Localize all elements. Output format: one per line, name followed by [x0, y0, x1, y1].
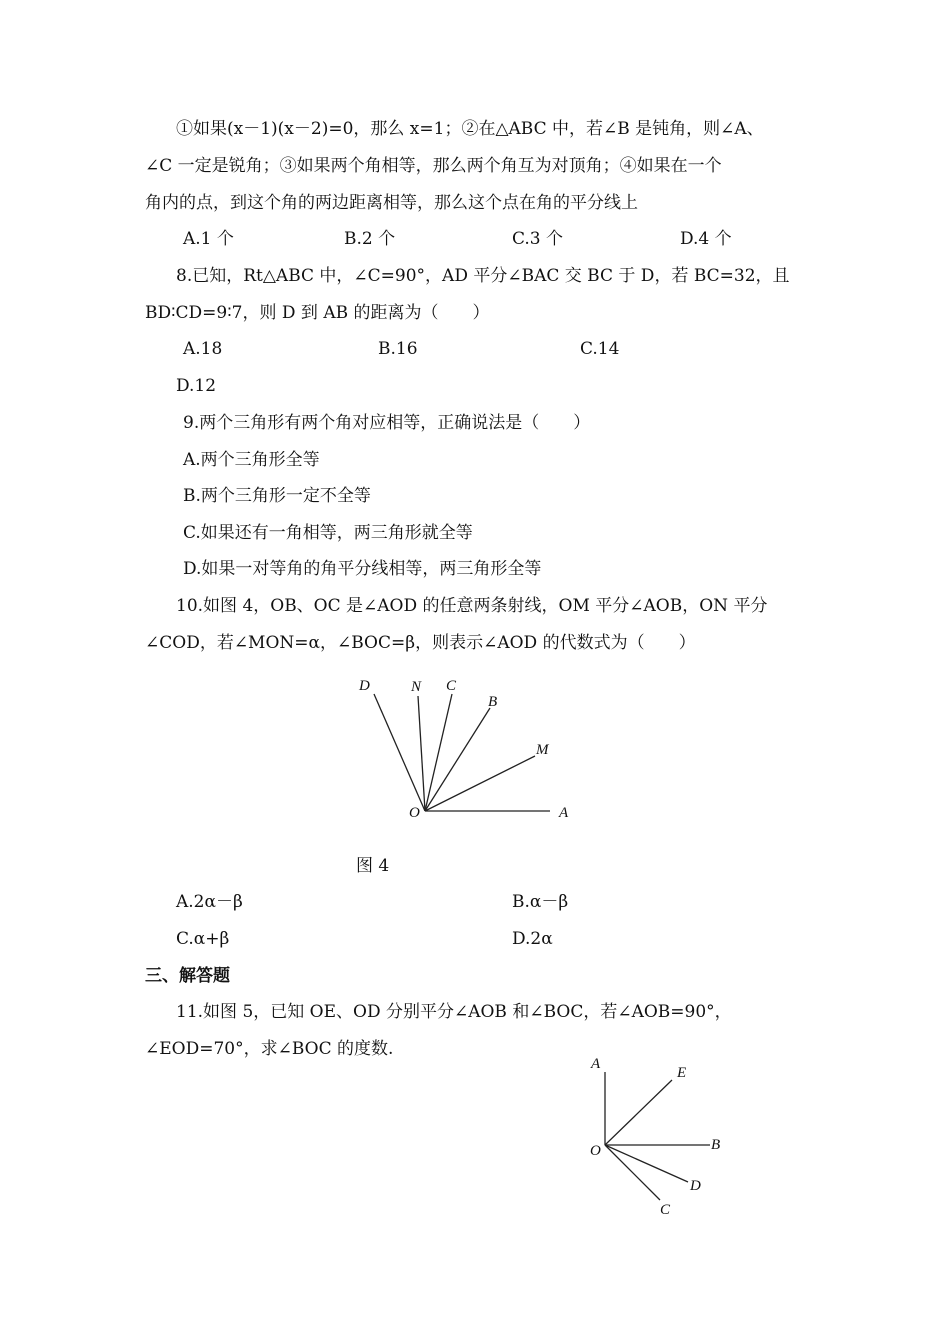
label-o: O	[590, 1143, 601, 1159]
label-b: B	[488, 694, 498, 710]
q8-option-a: A.18	[183, 339, 223, 359]
intro-option-d: D.4 个	[680, 229, 732, 249]
ray-om	[425, 756, 535, 811]
q9-option-b: B.两个三角形一定不全等	[183, 486, 371, 506]
ray-od	[605, 1145, 688, 1182]
intro-line-3: 角内的点，到这个角的两边距离相等，那么这个点在角的平分线上	[145, 193, 638, 213]
section-3-title: 三、解答题	[145, 966, 230, 986]
label-c: C	[446, 678, 457, 694]
q10-option-d: D.2α	[512, 929, 553, 949]
ray-ob	[425, 708, 490, 811]
ray-oe	[605, 1080, 672, 1145]
intro-line-1: ①如果(x－1)(x－2)=0，那么 x=1；②在△ABC 中，若∠B 是钝角，则∠A、	[176, 119, 764, 139]
label-d: D	[690, 1178, 701, 1194]
intro-option-a: A.1 个	[183, 229, 234, 249]
figure-4	[340, 668, 600, 838]
q8-option-d: D.12	[176, 376, 217, 396]
figure-4-caption: 图 4	[356, 856, 390, 876]
label-o: O	[409, 805, 420, 821]
label-m: M	[536, 742, 549, 758]
figure-5	[580, 1050, 740, 1220]
label-a: A	[591, 1056, 601, 1072]
intro-line-2: ∠C 一定是锐角；③如果两个角相等，那么两个角互为对顶角；④如果在一个	[145, 156, 722, 176]
q10-option-b: B.α－β	[512, 892, 569, 912]
label-b: B	[711, 1137, 721, 1153]
q11-line-2: ∠EOD=70°，求∠BOC 的度数.	[145, 1039, 394, 1059]
q11-line-1: 11.如图 5，已知 OE、OD 分别平分∠AOB 和∠BOC，若∠AOB=90°，	[176, 1002, 732, 1022]
q10-option-a: A.2α－β	[176, 892, 243, 912]
label-n: N	[411, 679, 422, 695]
label-c: C	[660, 1202, 671, 1218]
q8-line-2: BD∶CD=9∶7，则 D 到 AB 的距离为（ ）	[145, 303, 490, 323]
q9-option-c: C.如果还有一角相等，两三角形就全等	[183, 523, 473, 543]
q9-option-d: D.如果一对等角的角平分线相等，两三角形全等	[183, 559, 542, 579]
label-a: A	[559, 805, 569, 821]
intro-option-b: B.2 个	[344, 229, 396, 249]
ray-oc	[425, 694, 452, 811]
q8-option-b: B.16	[378, 339, 418, 359]
intro-option-c: C.3 个	[512, 229, 564, 249]
label-d: D	[359, 678, 370, 694]
q10-line-2: ∠COD，若∠MON=α，∠BOC=β，则表示∠AOD 的代数式为（ ）	[145, 633, 696, 653]
q8-option-c: C.14	[580, 339, 620, 359]
q10-line-1: 10.如图 4，OB、OC 是∠AOD 的任意两条射线，OM 平分∠AOB，ON 平分	[176, 596, 768, 616]
label-e: E	[677, 1065, 687, 1081]
ray-od	[374, 694, 425, 811]
q10-option-c: C.α+β	[176, 929, 230, 949]
q9-stem: 9.两个三角形有两个角对应相等，正确说法是（ ）	[183, 413, 591, 433]
q9-option-a: A.两个三角形全等	[183, 450, 320, 470]
ray-on	[418, 696, 425, 811]
ray-oc	[605, 1145, 660, 1200]
q8-line-1: 8.已知，Rt△ABC 中，∠C=90°，AD 平分∠BAC 交 BC 于 D，若 BC=32，且	[176, 266, 790, 286]
